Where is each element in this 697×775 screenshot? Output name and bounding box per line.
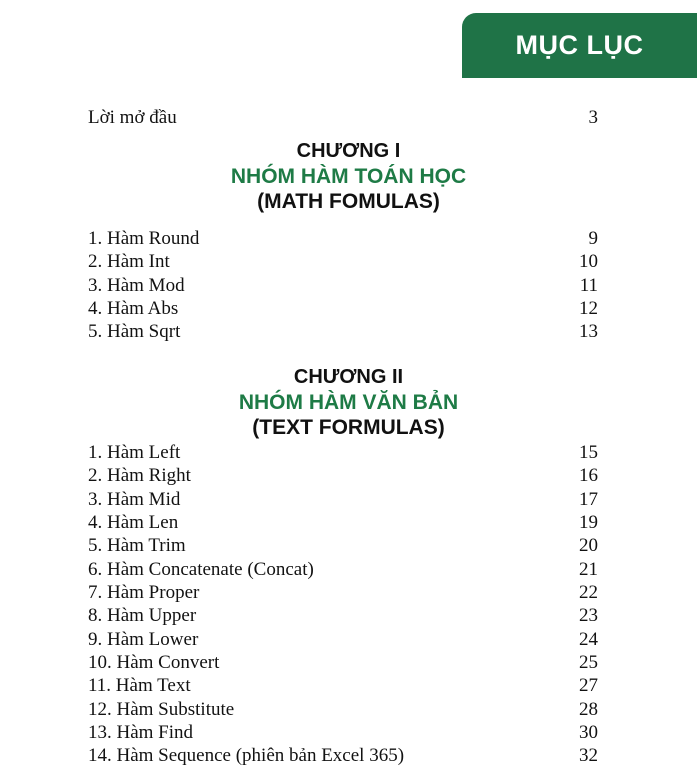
toc-entry: [88, 250, 598, 273]
toc-entry-page: 17: [579, 488, 598, 510]
toc-entry: [88, 604, 598, 627]
toc-entry: [88, 698, 598, 721]
chapter-1-heading: [0, 139, 697, 214]
toc-entry-page: 22: [579, 582, 598, 604]
toc-entry-page: 15: [579, 442, 598, 463]
toc-entry-page: 20: [579, 535, 598, 557]
toc-entry-label: 12. Hàm Substitute: [88, 698, 235, 720]
toc-entry-page: 30: [579, 722, 598, 744]
toc-entry-label: 8. Hàm Upper: [88, 605, 197, 627]
toc-entry-label: 1. Hàm Left: [88, 442, 181, 463]
toc-entry: [88, 674, 598, 697]
muc-luc-banner: [462, 13, 697, 78]
toc-entry-page: 21: [579, 558, 598, 580]
page-title: MỤC LỤC: [515, 30, 644, 60]
toc-entry: [88, 581, 598, 604]
toc-entry: [88, 227, 598, 250]
toc-entry: [88, 744, 598, 767]
chapter-number-heading: CHƯƠNG II: [293, 366, 404, 388]
toc-entry-page: 19: [579, 512, 598, 534]
toc-entry: [88, 721, 598, 744]
toc-entry: [88, 320, 598, 343]
chapter-title-en: (TEXT FORMULAS): [252, 416, 445, 439]
toc-entry: [88, 558, 598, 581]
chapter-2-heading: [0, 365, 697, 440]
chapter-2-entries: [88, 441, 598, 768]
toc-entry: [88, 534, 598, 557]
toc-entry-label: 7. Hàm Proper: [88, 582, 200, 604]
toc-entry: [88, 628, 598, 651]
intro-section: [88, 106, 598, 129]
toc-entry-label: 4. Hàm Abs: [88, 298, 179, 320]
toc-entry-label: 6. Hàm Concatenate (Concat): [88, 558, 314, 580]
toc-entry-page: 11: [579, 274, 598, 296]
toc-entry-page: 16: [579, 465, 598, 487]
toc-entry-page: 23: [579, 605, 598, 627]
toc-entry-page: 12: [579, 298, 598, 320]
toc-entry-page: 24: [579, 628, 598, 650]
toc-entry-label: Lời mở đầu: [88, 107, 177, 128]
toc-entry-page: 28: [579, 698, 598, 720]
toc-entry-page: 10: [579, 251, 598, 273]
toc-entry: [88, 511, 598, 534]
toc-entry-label: 11. Hàm Text: [88, 675, 191, 697]
toc-entry-label: 2. Hàm Right: [88, 465, 191, 487]
chapter-title-en: (MATH FOMULAS): [257, 190, 440, 213]
toc-entry: [88, 651, 598, 674]
toc-entry-page: 3: [588, 107, 598, 128]
toc-entry-label: 14. Hàm Sequence (phiên bản Excel 365): [88, 745, 405, 767]
toc-entry-label: 9. Hàm Lower: [88, 628, 199, 650]
toc-entry-label: 3. Hàm Mod: [88, 274, 185, 296]
chapter-1-entries: [88, 227, 598, 344]
chapter-title-vi: NHÓM HÀM TOÁN HỌC: [230, 165, 467, 188]
toc-entry-label: 13. Hàm Find: [88, 722, 194, 744]
toc-entry: [88, 464, 598, 487]
toc-entry-label: 3. Hàm Mid: [88, 488, 181, 510]
chapter-title-vi: NHÓM HÀM VĂN BẢN: [238, 391, 459, 414]
toc-entry-label: 5. Hàm Trim: [88, 535, 186, 557]
toc-entry: [88, 441, 598, 464]
toc-entry-label: 1. Hàm Round: [88, 228, 200, 249]
toc-entry-label: 5. Hàm Sqrt: [88, 321, 181, 343]
toc-entry-label: 2. Hàm Int: [88, 251, 170, 273]
chapter-number-heading: CHƯƠNG I: [296, 140, 401, 162]
toc-entry: [88, 274, 598, 297]
toc-entry-page: 32: [579, 745, 598, 767]
toc-entry-page: 13: [579, 321, 598, 343]
toc-entry: [88, 106, 598, 129]
toc-entry-page: 25: [579, 652, 598, 674]
toc-entry-page: 9: [588, 228, 598, 249]
toc-entry-label: 4. Hàm Len: [88, 512, 179, 534]
toc-entry: [88, 488, 598, 511]
toc-entry-page: 27: [579, 675, 598, 697]
toc-entry-label: 10. Hàm Convert: [88, 652, 220, 674]
toc-entry: [88, 297, 598, 320]
